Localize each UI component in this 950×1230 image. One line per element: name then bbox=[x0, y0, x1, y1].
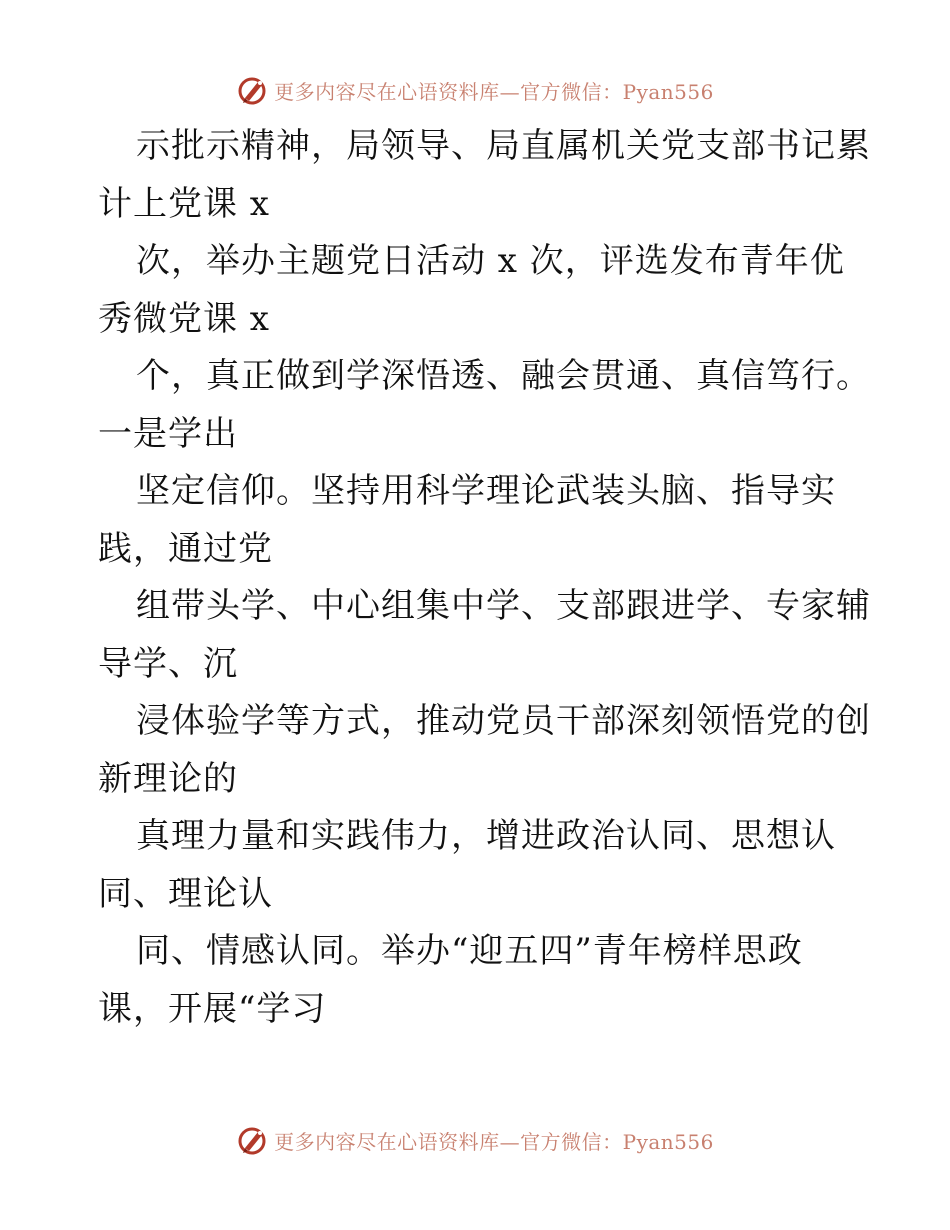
text-line: 次，举办主题党日活动 x 次，评选发布青年优 bbox=[136, 241, 845, 281]
text-line: 浸体验学等方式，推动党员干部深刻领悟党的创 bbox=[136, 701, 871, 741]
text-line: 同、情感认同。举办“迎五四”青年榜样思政 bbox=[136, 931, 803, 971]
text-line: 课，开展“学习 bbox=[98, 988, 327, 1029]
text-line: 坚定信仰。坚持用科学理论武装头脑、指导实 bbox=[136, 471, 836, 511]
text-line: 真理力量和实践伟力，增进政治认同、思想认 bbox=[136, 816, 836, 856]
text-line: 示批示精神，局领导、局直属机关党支部书记累 bbox=[136, 126, 871, 166]
text-line: 导学、沉 bbox=[98, 643, 238, 684]
pen-logo-icon bbox=[236, 1124, 268, 1156]
watermark-text: 更多内容尽在心语资料库—官方微信：Pyan556 bbox=[274, 79, 714, 104]
document-body bbox=[98, 118, 878, 1038]
header-watermark bbox=[0, 70, 950, 110]
text-line: 个，真正做到学深悟透、融会贯通、真信笃行。 bbox=[136, 356, 871, 396]
text-line: 新理论的 bbox=[98, 758, 238, 799]
footer-watermark bbox=[0, 1120, 950, 1160]
text-line: 践，通过党 bbox=[98, 528, 273, 569]
text-line: 计上党课 x bbox=[98, 183, 270, 224]
text-line: 一是学出 bbox=[98, 413, 238, 454]
text-line: 组带头学、中心组集中学、支部跟进学、专家辅 bbox=[136, 586, 871, 626]
pen-logo-icon bbox=[236, 74, 268, 106]
text-line: 秀微党课 x bbox=[98, 298, 270, 339]
watermark-text: 更多内容尽在心语资料库—官方微信：Pyan556 bbox=[274, 1129, 714, 1154]
text-line: 同、理论认 bbox=[98, 873, 273, 914]
